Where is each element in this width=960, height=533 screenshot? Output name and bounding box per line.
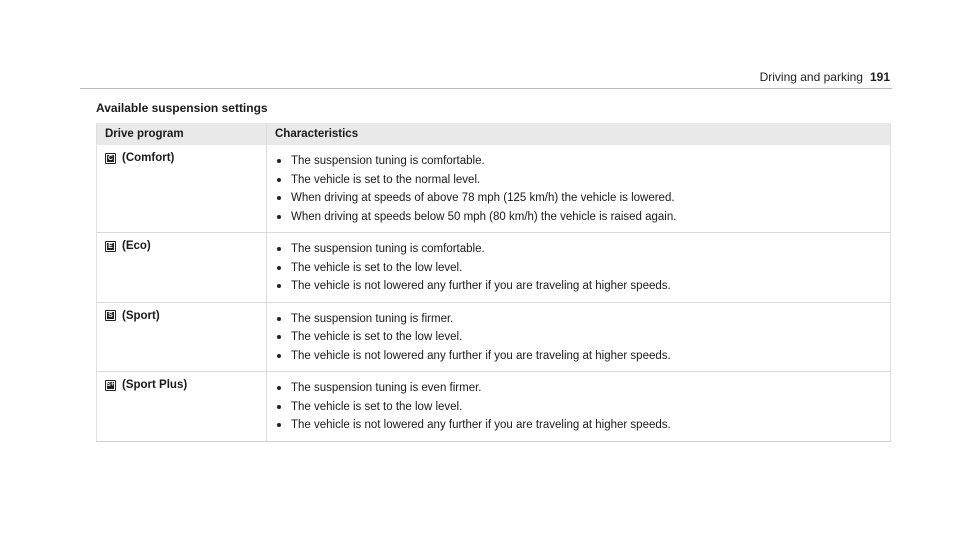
list-item: The vehicle is not lowered any further if you are traveling at higher speeds. [275, 277, 882, 296]
sport-key-icon: S [105, 310, 116, 321]
drive-program-label: (Sport) [122, 309, 160, 322]
suspension-settings-table [96, 123, 891, 442]
drive-program-cell [97, 302, 267, 372]
characteristics-cell [267, 145, 891, 233]
list-item: The vehicle is set to the low level. [275, 328, 882, 347]
characteristics-cell [267, 233, 891, 303]
table-row [97, 372, 891, 442]
column-header-characteristics: Characteristics [267, 123, 891, 145]
drive-program-label: (Sport Plus) [122, 379, 188, 391]
list-item: The vehicle is set to the low level. [275, 398, 882, 417]
drive-program-label: (Eco) [122, 240, 151, 252]
page-number: 191 [869, 70, 890, 84]
column-header-drive-program: Drive program [97, 123, 267, 145]
list-item: The vehicle is set to the normal level. [275, 171, 882, 190]
table-header-row [97, 123, 891, 145]
list-item: The suspension tuning is firmer. [275, 310, 882, 329]
running-head-section: Driving and parking [759, 70, 863, 84]
list-item: The suspension tuning is comfortable. [275, 152, 882, 171]
header-divider [80, 88, 892, 89]
sport-plus-key-icon: S+ [105, 380, 116, 391]
list-item: The suspension tuning is comfortable. [275, 240, 882, 259]
list-item: The suspension tuning is even firmer. [275, 379, 882, 398]
list-item: The vehicle is set to the low level. [275, 259, 882, 278]
section-title: Available suspension settings [96, 101, 268, 115]
table-row [97, 302, 891, 372]
table-row [97, 233, 891, 303]
characteristics-cell [267, 372, 891, 442]
drive-program-cell [97, 372, 267, 442]
drive-program-cell [97, 145, 267, 233]
list-item: When driving at speeds of above 78 mph (125 km/h) the vehicle is lowered. [275, 189, 882, 208]
table-row [97, 145, 891, 233]
list-item: When driving at speeds below 50 mph (80 km/h) the vehicle is raised again. [275, 208, 882, 227]
list-item: The vehicle is not lowered any further if you are traveling at higher speeds. [275, 347, 882, 366]
eco-key-icon: E [105, 241, 116, 252]
characteristics-cell [267, 302, 891, 372]
list-item: The vehicle is not lowered any further if you are traveling at higher speeds. [275, 416, 882, 435]
drive-program-cell [97, 233, 267, 303]
drive-program-label: (Comfort) [122, 152, 175, 164]
running-head [760, 70, 890, 84]
comfort-key-icon: C [105, 153, 116, 164]
